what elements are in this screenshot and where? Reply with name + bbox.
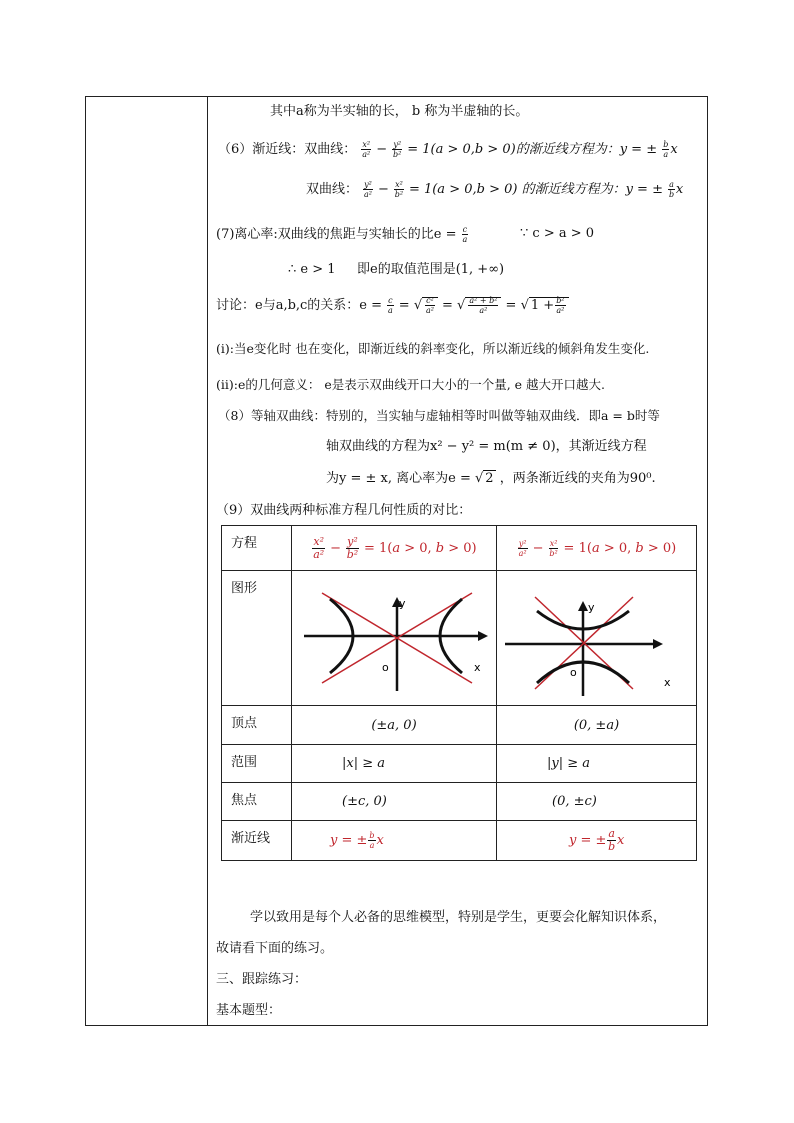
asymptote-line-2: 双曲线： $\frac{\text{y²}}{\text{a²}}$ − $\frac{\text{x²}}{\text{b²}}$ = 1(a > 0,b > 0) 的渐近线方程为：y = ± $\frac{a}{b}$ x <box>306 180 684 199</box>
asymptote-line-1: （6）渐近线：双曲线： $\frac{\text{x²}}{\text{a²}}$ − $\frac{\text{y²}}{\text{b²}}$ = 1(a > 0,b > 0)的渐近线方程为：y = ± $\frac{b}{a}$ x <box>218 140 678 159</box>
discussion-line: 讨论：e与a,b,c的关系：e = $\frac{c}{a}$ = √ $\frac{\text{c²}}{\text{a²}}$ = √ $\frac{\text{a² + b²}}{\text{a²}}$ = √ 1 + $\frac{\text{b²}}{\text{a²}}$ <box>216 296 569 315</box>
y-label: y <box>588 601 595 614</box>
asymptote-cell-1: y = ± $\frac{b}{a}$ x <box>292 821 497 861</box>
graph-cell-2 <box>497 571 697 706</box>
vertex-cell-2: (0, ±a) <box>497 706 697 745</box>
footer-paragraph-1a: 学以致用是每个人必备的思维模型，特别是学生，更要会化解知识体系， <box>250 910 667 925</box>
asymptote-label: （6）渐近线：双曲线： <box>218 142 357 157</box>
origin-label: o <box>570 666 577 679</box>
x-axis-arrow-icon <box>478 631 488 641</box>
row-label-graph: 图形 <box>222 571 292 706</box>
x-axis-arrow-icon <box>653 639 663 649</box>
text-line-10: 为y = ± x, 离心率为e = √ 2 ，两条渐近线的夹角为90⁰. <box>326 471 656 486</box>
subsection-heading: 基本题型： <box>216 1003 282 1018</box>
horizontal-hyperbola-graph <box>292 571 496 701</box>
text-line-i: (i):当e变化时 也在变化，即渐近线的斜率变化，所以渐近线的倾斜角发生变化. <box>216 341 650 356</box>
graph-cell-1 <box>292 571 497 706</box>
row-label-range: 范围 <box>222 745 292 783</box>
comparison-table <box>221 525 697 861</box>
x-label: x <box>474 661 481 674</box>
row-label-equation: 方程 <box>222 526 292 571</box>
equation-cell-2: $\frac{\text{y²}}{\text{a²}}$ − $\frac{\text{x²}}{\text{b²}}$ = 1(a > 0, b > 0) <box>497 526 697 571</box>
footer-paragraph-1b: 故请看下面的练习。 <box>216 941 334 956</box>
column-divider <box>207 96 208 1026</box>
row-label-vertex: 顶点 <box>222 706 292 745</box>
range-cell-2: |y| ≥ a <box>497 745 697 783</box>
text-line-8: （8）等轴双曲线：特别的，当实轴与虚轴相等时叫做等轴双曲线．即a = b时等 <box>218 408 660 423</box>
text-line-11: （9）双曲线两种标准方程几何性质的对比： <box>216 503 472 518</box>
focus-cell-2: (0, ±c) <box>497 783 697 821</box>
section-heading: 三、跟踪练习： <box>216 972 308 987</box>
eccentricity-line: (7)离心率:双曲线的焦距与实轴长的比e = $\frac{c}{a}$ <box>216 225 468 244</box>
asymptote-cell-2: y = ± $\frac{a}{b}$ x <box>497 821 697 861</box>
y-label: y <box>399 597 406 610</box>
vertical-hyperbola-graph <box>497 571 696 701</box>
y-axis-arrow-icon <box>578 601 588 611</box>
vertex-cell-1: (±a, 0) <box>292 706 497 745</box>
e-gt-1: ∴ e > 1 <box>288 262 336 277</box>
text-line-ii: (ii):e的几何意义： e是表示双曲线开口大小的一个量, e 越大开口越大. <box>216 377 606 392</box>
text-line-9: 轴双曲线的方程为x² − y² = m(m ≠ 0)，其渐近线方程 <box>326 439 647 454</box>
e-range: 即e的取值范围是(1, +∞) <box>357 262 505 277</box>
eccentricity-condition: ∵ c > a > 0 <box>520 226 595 241</box>
focus-cell-1: (±c, 0) <box>292 783 497 821</box>
text-line-1: 其中a称为半实轴的长， b 称为半虚轴的长。 <box>270 104 529 119</box>
origin-label: o <box>382 661 389 674</box>
equation-cell-1: $\frac{\text{x²}}{\text{a²}}$ − $\frac{\text{y²}}{\text{b²}}$ = 1(a > 0, b > 0) <box>292 526 497 571</box>
row-label-asymptote: 渐近线 <box>222 821 292 861</box>
x-label: x <box>664 676 671 689</box>
row-label-focus: 焦点 <box>222 783 292 821</box>
range-cell-1: |x| ≥ a <box>292 745 497 783</box>
